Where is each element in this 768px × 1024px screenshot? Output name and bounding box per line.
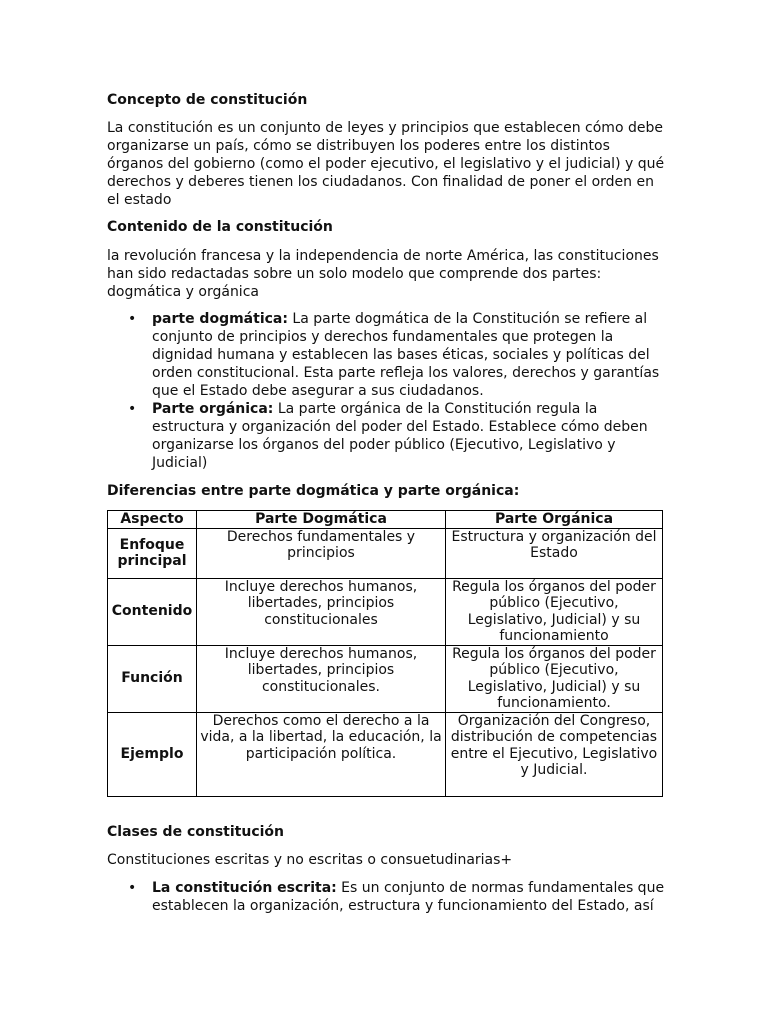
- table-header-cell: Parte Orgánica: [446, 511, 663, 529]
- contenido-bullet-list: [107, 310, 667, 472]
- bullet-term: La constitución escrita:: [152, 880, 337, 896]
- table-cell: Incluye derechos humanos, libertades, principios constitucionales: [197, 578, 446, 645]
- table-cell: Estructura y organización del Estado: [446, 528, 663, 578]
- table-cell: Regula los órganos del poder público (Ejecutivo, Legislativo, Judicial) y su funcionamiento.: [446, 645, 663, 712]
- bullet-icon: •: [128, 311, 137, 327]
- table-cell: Derechos como el derecho a la vida, a la libertad, la educación, la participación política.: [197, 712, 446, 796]
- table-header-cell: Parte Dogmática: [197, 511, 446, 529]
- list-item: [107, 879, 667, 915]
- table-cell: Regula los órganos del poder público (Ejecutivo, Legislativo, Judicial) y su funcionamiento: [446, 578, 663, 645]
- table-header-row: [108, 511, 663, 529]
- bullet-term: parte dogmática:: [152, 311, 288, 327]
- table-header-cell: Aspecto: [108, 511, 197, 529]
- table-row: [108, 712, 663, 796]
- paragraph-clases: Constituciones escritas y no escritas o consuetudinarias+: [107, 852, 513, 868]
- table-cell-aspect: Enfoque principal: [108, 528, 197, 578]
- bullet-text: La parte dogmática de la Constitución se refiere al conjunto de principios y derechos fundamentales que protegen la dignidad humana y establecen las bases éticas, sociales y políticas del orden constitucional. Esta parte refleja los valores, derechos y garantías que el Estado debe asegurar a sus ciudadanos.: [152, 311, 660, 399]
- table-cell: Derechos fundamentales y principios: [197, 528, 446, 578]
- bullet-icon: •: [128, 880, 137, 896]
- heading-contenido: Contenido de la constitución: [107, 219, 333, 235]
- paragraph-concepto: La constitución es un conjunto de leyes y principios que establecen cómo debe organizarse un país, cómo se distribuyen los poderes entre los distintos órganos del gobierno (como el poder ejecutivo, el legislativo y el judicial) y qué derechos y deberes tienen los ciudadanos. Con finalidad de poner el orden en el estado: [107, 120, 665, 208]
- heading-clases: Clases de constitución: [107, 824, 284, 840]
- table-cell: Organización del Congreso, distribución de competencias entre el Ejecutivo, Legislativo y Judicial.: [446, 712, 663, 796]
- differences-table: [107, 510, 663, 797]
- heading-concepto: Concepto de constitución: [107, 92, 308, 108]
- clases-bullet-list: [107, 879, 667, 915]
- bullet-text: Es un conjunto de normas fundamentales que establecen la organización, estructura y funcionamiento del Estado, así: [152, 880, 665, 914]
- list-item: [107, 400, 667, 472]
- table-cell-aspect: Contenido: [108, 578, 197, 645]
- table-row: [108, 528, 663, 578]
- bullet-text: La parte orgánica de la Constitución regula la estructura y organización del poder del Estado. Establece cómo deben organizarse los órganos del poder público (Ejecutivo, Legislativo y Judicial): [152, 401, 648, 471]
- heading-diferencias: Diferencias entre parte dogmática y parte orgánica:: [107, 483, 520, 499]
- table-cell-aspect: Función: [108, 645, 197, 712]
- table-row: [108, 578, 663, 645]
- table-row: [108, 645, 663, 712]
- paragraph-contenido: la revolución francesa y la independencia de norte América, las constituciones han sido redactadas sobre un solo modelo que comprende dos partes: dogmática y orgánica: [107, 248, 659, 300]
- bullet-icon: •: [128, 401, 137, 417]
- list-item: [107, 310, 667, 400]
- table-cell: Incluye derechos humanos, libertades, principios constitucionales.: [197, 645, 446, 712]
- table-cell-aspect: Ejemplo: [108, 712, 197, 796]
- bullet-term: Parte orgánica:: [152, 401, 274, 417]
